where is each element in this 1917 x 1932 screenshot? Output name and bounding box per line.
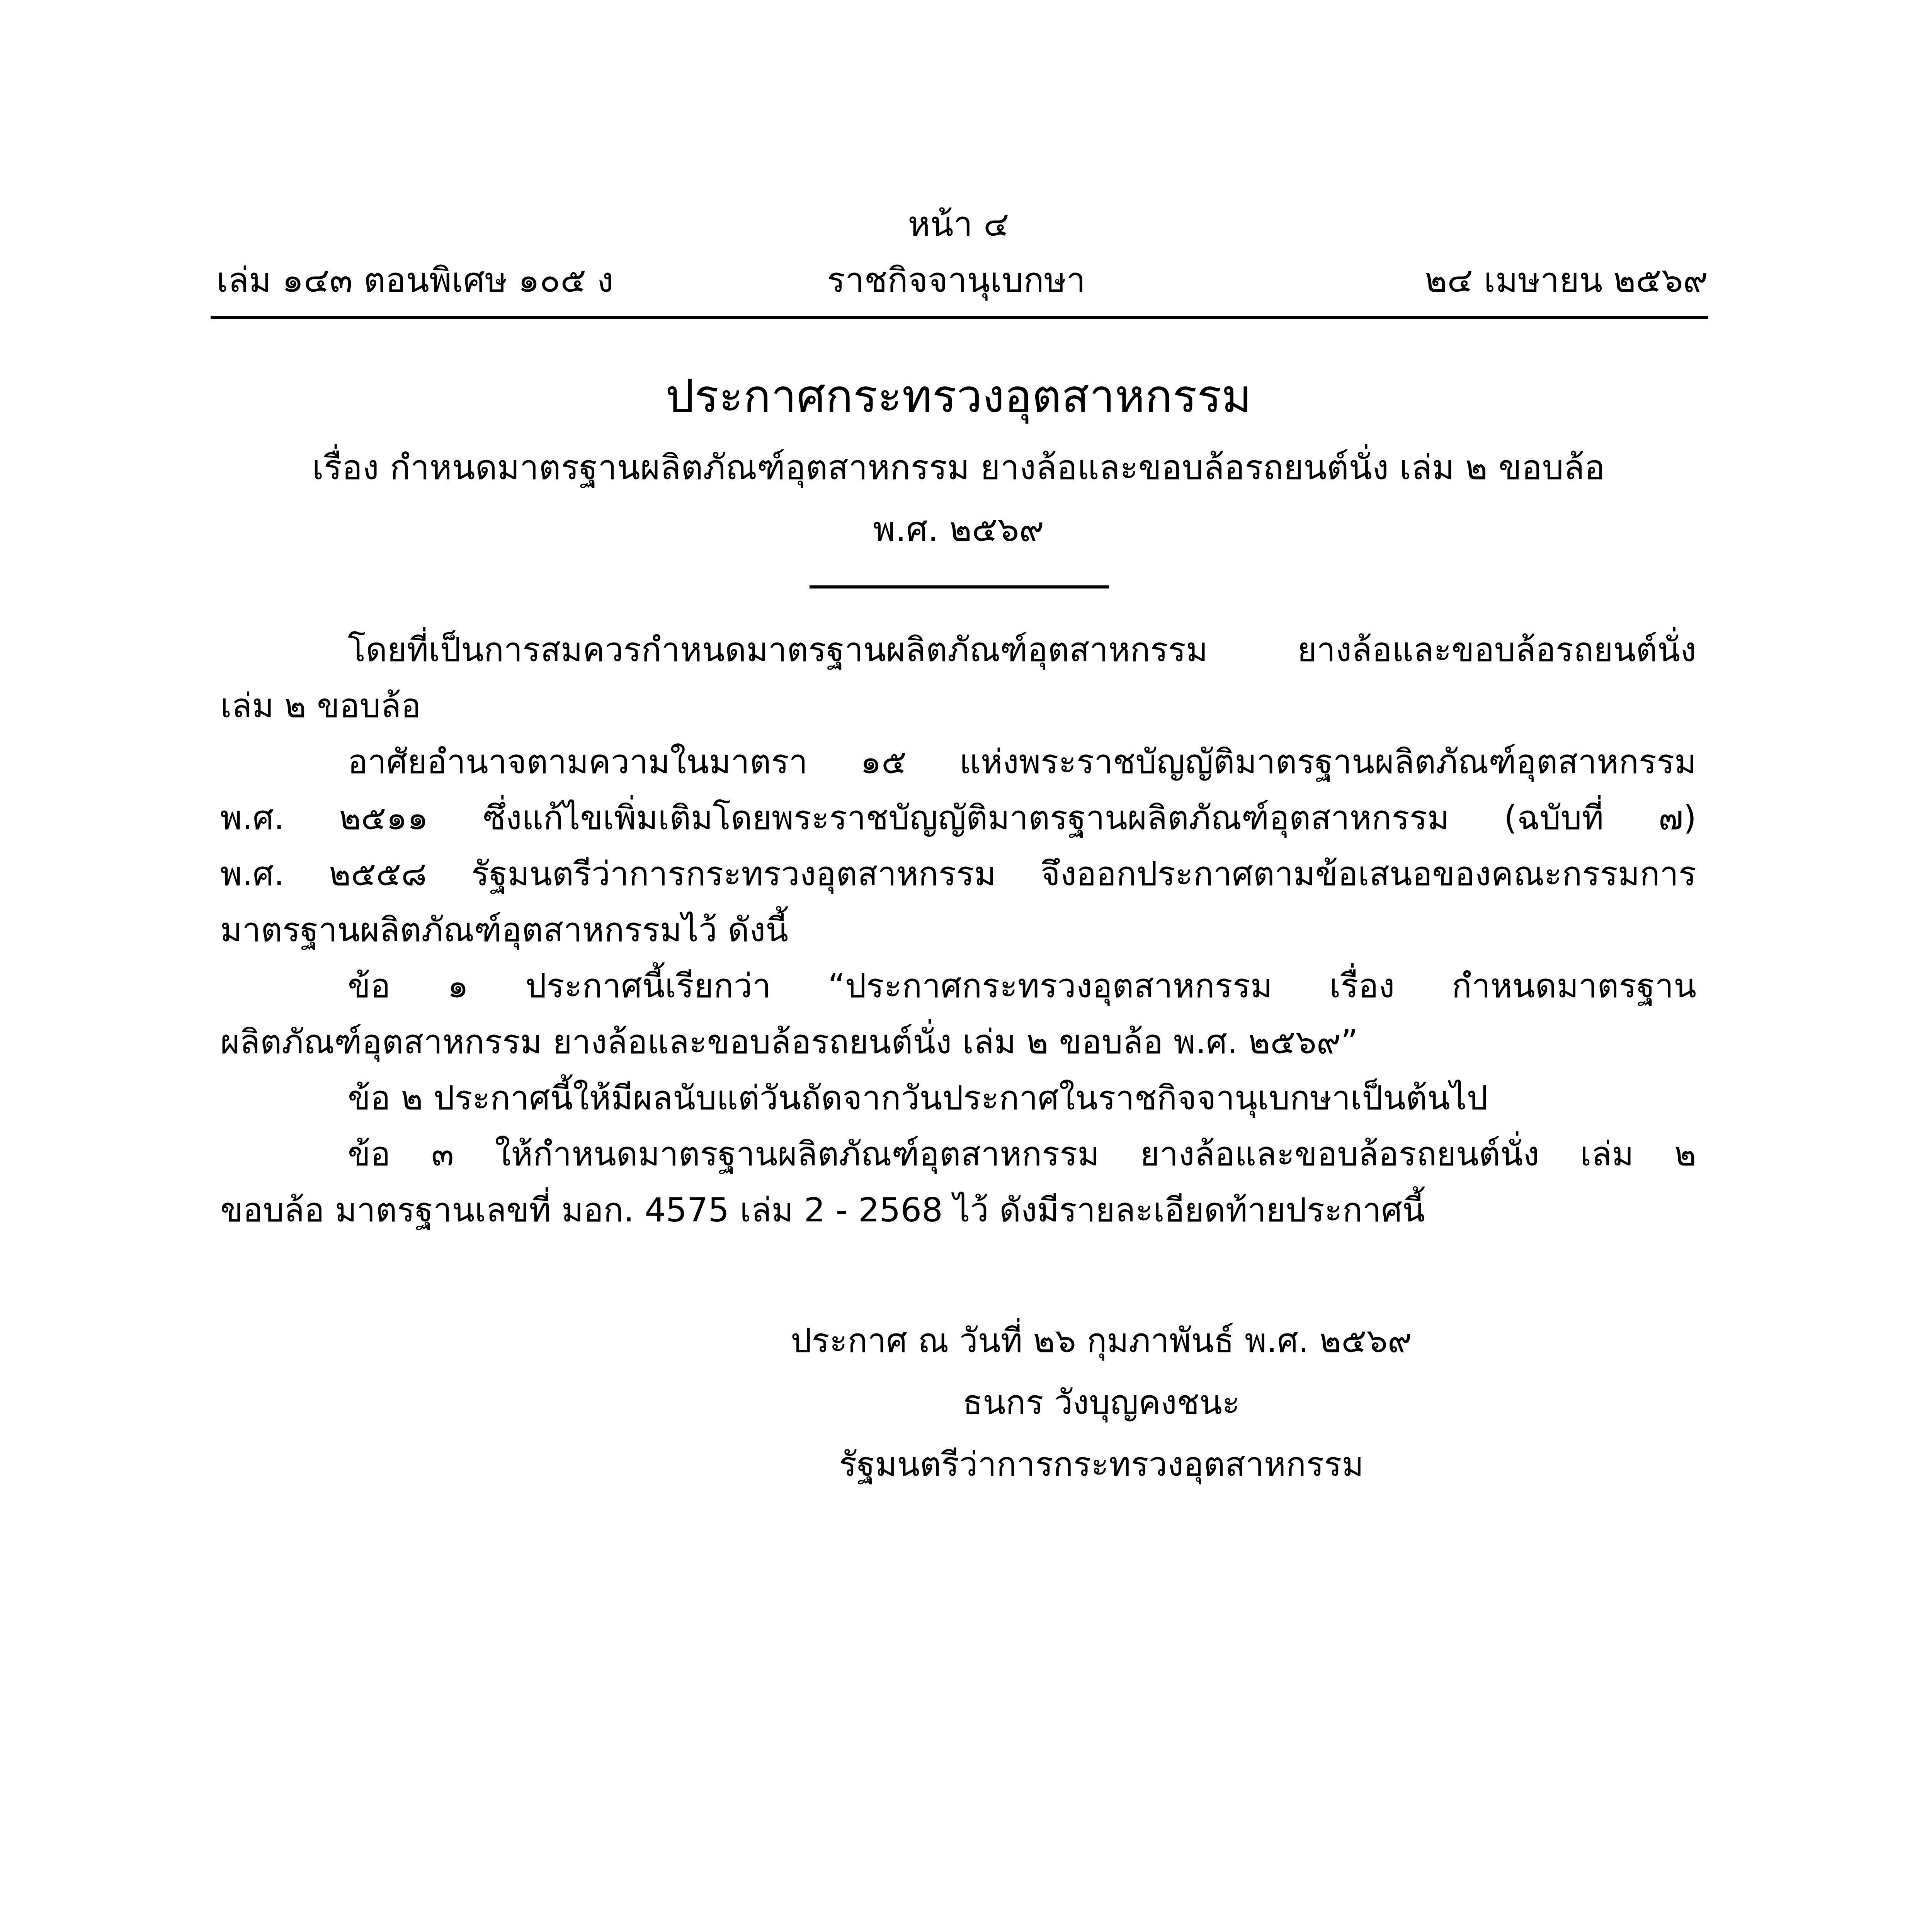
signatory-position: รัฐมนตรีว่าการกระทรวงอุตสาหกรรม [839,1445,1364,1484]
publication-date: ๒๔ เมษายน ๒๕๖๙ [1425,260,1708,300]
body-line: ข้อ ๑ ประกาศนี้เรียกว่า “ประกาศกระทรวงอุตสาหกรรม เรื่อง กำหนดมาตรฐาน [348,967,1696,1005]
announcement-title: ประกาศกระทรวงอุตสาหกรรม [665,369,1252,423]
body-line: โดยที่เป็นการสมควรกำหนดมาตรฐานผลิตภัณฑ์อุตสาหกรรม ยางล้อและขอบล้อรถยนต์นั่ง [348,631,1696,669]
body-line: พ.ศ. ๒๕๑๑ ซึ่งแก้ไขเพิ่มเติมโดยพระราชบัญญัติมาตรฐานผลิตภัณฑ์อุตสาหกรรม (ฉบับที่ ๗) [220,799,1696,837]
body-line: ข้อ ๒ ประกาศนี้ให้มีผลนับแต่วันถัดจากวันประกาศในราชกิจจานุเบกษาเป็นต้นไป [348,1079,1488,1117]
signature-date: ประกาศ ณ วันที่ ๒๖ กุมภาพันธ์ พ.ศ. ๒๕๖๙ [791,1321,1412,1360]
announcement-year: พ.ศ. ๒๕๖๙ [873,509,1044,549]
body-line: เล่ม ๒ ขอบล้อ [220,687,421,725]
gazette-header [216,255,1708,305]
title-divider [810,585,1109,588]
body-line: อาศัยอำนาจตามความในมาตรา ๑๕ แห่งพระราชบัญญัติมาตรฐานผลิตภัณฑ์อุตสาหกรรม [348,743,1696,781]
signatory-name: ธนกร วังบุญคงชนะ [963,1383,1240,1422]
body-line: ผลิตภัณฑ์อุตสาหกรรม ยางล้อและขอบล้อรถยนต์นั่ง เล่ม ๒ ขอบล้อ พ.ศ. ๒๕๖๙” [220,1023,1358,1061]
body-line: ขอบล้อ มาตรฐานเลขที่ มอก. 4575 เล่ม 2 - 2568 ไว้ ดังมีรายละเอียดท้ายประกาศนี้ [220,1191,1425,1230]
publication-name: ราชกิจจานุเบกษา [827,260,1086,300]
body-line: ข้อ ๓ ให้กำหนดมาตรฐานผลิตภัณฑ์อุตสาหกรรม ยางล้อและขอบล้อรถยนต์นั่ง เล่ม ๒ [348,1135,1696,1173]
volume-info: เล่ม ๑๔๓ ตอนพิเศษ ๑๐๕ ง [216,260,614,300]
body-line: มาตรฐานผลิตภัณฑ์อุตสาหกรรมไว้ ดังนี้ [220,911,788,949]
header-divider [211,316,1708,319]
page-number: หน้า ๔ [908,204,1009,244]
body-line: พ.ศ. ๒๕๕๘ รัฐมนตรีว่าการกระทรวงอุตสาหกรรม จึงออกประกาศตามข้อเสนอของคณะกรรมการ [220,855,1696,893]
announcement-subject: เรื่อง กำหนดมาตรฐานผลิตภัณฑ์อุตสาหกรรม ยางล้อและขอบล้อรถยนต์นั่ง เล่ม ๒ ขอบล้อ [312,447,1605,487]
